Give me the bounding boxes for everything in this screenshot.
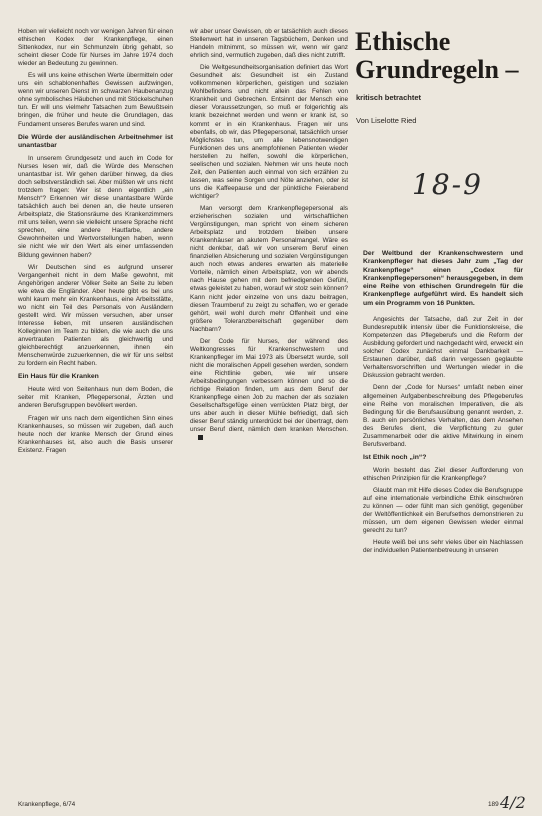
article-author: Von Liselotte Ried [356,116,417,125]
paragraph: Heute weiß bei uns sehr vieles über ein Nachlassen der individuellen Patientenbetreuung in unseren [363,539,523,555]
paragraph: wir aber unser Gewissen, ob er tatsächlich auch dieses Stellenwert hat in unseren Tagsbüchern, Denken und Handeln mitnimmt, so müssen wir, wenn wir ganz ehrlich sind, vermutlich zugeben, daß dies nicht zutrifft. [190,28,348,60]
paragraph: Angesichts der Tatsache, daß zur Zeit in der Bundesrepublik intensiv über die Funktionskreise, die Kompetenzen das Pflegeberufs und die Reform der Ausbildung gefordert und nachgedacht wird, erweckt ein solcher Codex zunächst einmal Dankbarkeit — Erstaunen darüber, daß darin vergessen geglaubte Verhaltensvorschriften und Wertungen wieder in die Diskussion gebracht werden. [363,316,523,380]
paragraph: Hoben wir vielleicht noch vor wenigen Jahren für einen ethischen Kodex der Krankenpflege, einen Sittenkodex, nur ein Schmunzeln übrig gehabt, so scheint dieser Code für Nurses im Jahre 1974 doch wieder an Bedeutung zu gewinnen. [18,28,173,68]
handwritten-note: 18-9 [412,168,483,201]
paragraph: In unserem Grundgesetz und auch im Code for Nurses lesen wir, daß die Würde des Menschen unantastbar ist. Wir gehen darüber hinweg, da dies doch selbstverständlich sei. Aber müßten wir uns nicht trotzdem fragen: Wer ist denn eigentlich „ein Mensch“? Erkennen wir diese unantastbare Würde tatsächlich auch bei denen an, die heute unseren Arbeitsplatz, die Stationsräume des Krankenzimmers mit uns teilen, wenn sie vielleicht unsere Sprache nicht sprechen, eine andere Hautfarbe, andere Gewohnheiten und Wertvorstellungen haben, wenn sie nicht wie wir den Wert als einer umfassenden Bildung gewinnen haben? [18,154,173,259]
paragraph: Wir Deutschen sind es aufgrund unserer Vergangenheit nicht in dem Maße gewohnt, mit Angehörigen anderer Völker Seite an Seite zu leben wie etwa die Engländer. Aber heute gibt es bei uns wohl kaum mehr ein Krankenhaus, eine Arbeitsstätte, wo nicht ein Teil des Personals von Ausländern gestellt wird. Wir müssen versuchen, aber unser Interesse lieben, mit unseren ausländischen Kolleginnen im Team zu bilden, die wie auch die uns anvertrauten Patienten als gleichwertig und gleichberechtigt anzuerkennen, ihnen ein Menschenwürde zuzuerkennen, die wir für uns selbst zu fordern ein Recht haben. [18,263,173,368]
column-left [18,28,173,459]
column-right [363,250,523,560]
footer-journal: Krankenpflege, 6/74 [18,801,76,808]
title-line: Ethische [355,27,451,56]
paragraph-text: Der Code für Nurses, der während des Weltkongresses für Krankenschwestern und Krankenpfleger im Mai 1973 als Übersetzt wurde, soll nicht die moralischen Appell gesehen werden, sondern eine Richtlinie geben, wie wir unsere Arbeitsbedingungen verbessern können und so die richtige Relation finden, um aus dem Beruf der Krankenpflege einen Job zu machen der als sozialen Gesellschaftsgefüge einen verrückten Platz birgt, der uns aber auch in dieser Mühle befriedigt, daß sich dieser Beruf ständig unterdrückt bei der übertragt, dem unser Beruf dient, nämlich dem kranken Menschen. [190,337,348,434]
paragraph: Worin besteht das Ziel dieser Aufforderung von ethischen Prinzipien für die Krankenpflege? [363,467,523,483]
paragraph: Denn der „Code for Nurses“ umfaßt neben einer allgemeinen Aufgabenbeschreibung des Pflegeberufes eine Reihe von moralischen Imperativen, die als Bedingung für die Berufsausübung genannt werden, z. B. auch ein persönliches Verhalten, das dem Ansehen des Berufes dient, die Verpflichtung zu guter Zusammenarbeit oder die aktive Mitwirkung in einem Berufsverband. [363,384,523,448]
section-heading: Ist Ethik noch „in“? [363,453,427,461]
paragraph: Die Weltgesundheitsorganisation definiert das Wort Gesundheit als: Gesundheit ist ein Zustand vollkommenen körperlichen, geistigen und sozialen Wohlbefindens und nicht allein das Fehlen von Krankheit und Gebrechen. Entsinnt der Mensch eine dieser Voraussetzungen, so muß er folgerichtig als krank bezeichnet werden und wenn er krank ist, so kommt er in ein Krankenhaus. Fragen wir uns ebenfalls, ob wir, das Pflegepersonal, tatsächlich unser Möglichstes tun, um alle lebensnotwendigen Funktionen des uns anempfohlenen Patienten wieder herstellen zu helfen, sowohl die körperlichen, seelischen und sozialen. Nehmen wir uns heute noch Zeit, den Patienten auch einmal von sich erzählen zu lassen, was seine Sorgen und Nöte anziehen, oder ist uns die Kaffeepause und der pünktliche Feierabend wichtiger? [190,64,348,200]
paragraph: Heute wird von Seitenhaus nun dem Boden, die seiter mit Kranken, Pflegepersonal, Ärzten und anderen Berufsgruppen bevölkert werden. [18,386,173,410]
paragraph: Man versorgt dem Krankenpflegepersonal als erzieherischen sozialen und wirtschaftlichen Vergünstigungen, man spricht von einem sicheren Arbeitsplatz und trotzdem bleiben unsere Krankenhäuser an akutem Personalmangel. Wäre es nicht denkbar, daß wir von unserem Beruf einen finanziellen Absicherung und sozialen Vergünstigungen auch noch etwas anderes erwarten als materielle Vorteile, nämlich einen Arbeitsplatz, von wir abends nach Hause gehen mit dem befriedigenden Gefühl, etwas geleistet zu haben, worauf wir stolz sein können? Kann nicht jeder einzelne von uns dazu beitragen, diesen Traumberuf zu zeigt zu schaffen, wo er gerade gehört, weil wohl durch mehr Offenheit und eine größere Toleranzbereitschaft gegenüber dem Nachbarn? [190,204,348,333]
end-mark-icon [198,435,203,440]
article-lead: Der Weltbund der Krankenschwestern und Krankenpfleger hat dieses Jahr zum „Tag der Krankenpflege“ einen „Codex für Krankenpflegepersonen“ herausgegeben, in dem eine Reihe von ethischen Grundregeln für die Krankenpflege aufgeführt wird. Es handelt sich um ein Programm von 16 Punkten. [363,250,523,307]
section-heading: Die Würde der ausländischen Arbeitnehmer ist unantastbar [18,133,173,149]
title-line: Grundregeln – [355,55,519,84]
column-middle [190,28,348,446]
section-heading: Ein Haus für die Kranken [18,373,99,381]
handwritten-page-mark: 4/2 [500,793,526,812]
paragraph: Es will uns keine ethischen Werte übermitteln oder uns ein schablonenhaftes Gewissen aufzwingen, wenn wir unseren Dienst im schwarzen Haubenanzug ohne symbolisches Häubchen und mit Stöckelschuhen tun. Er will uns vielmehr Tatsachen zum Bewußtsein bringen, die früher und heute die Grundlagen, das Fundament unseres Berufes waren und sind. [18,72,173,128]
article-title [355,28,535,84]
paragraph [190,338,348,443]
paragraph: Fragen wir uns nach dem eigentlichen Sinn eines Krankenhauses, so müssen wir zugeben, daß auch heute noch der kranke Mensch der Grund eines Krankenhauses ist, also auch die Basis unserer Existenz. Fragen [18,414,173,454]
page-number: 189 [488,801,499,808]
article-subtitle: kritisch betrachtet [356,93,422,102]
paragraph: Glaubt man mit Hilfe dieses Codex die Berufsgruppe auf eine internationale verbindliche Ethik einschwören zu können — oder fühlt man sich genötigt, gegenüber der Weltöffentlichkeit ein Berufsethos demonstrieren zu müssen, um dem eigenen Gewissen wieder einmal gerecht zu tun? [363,487,523,535]
